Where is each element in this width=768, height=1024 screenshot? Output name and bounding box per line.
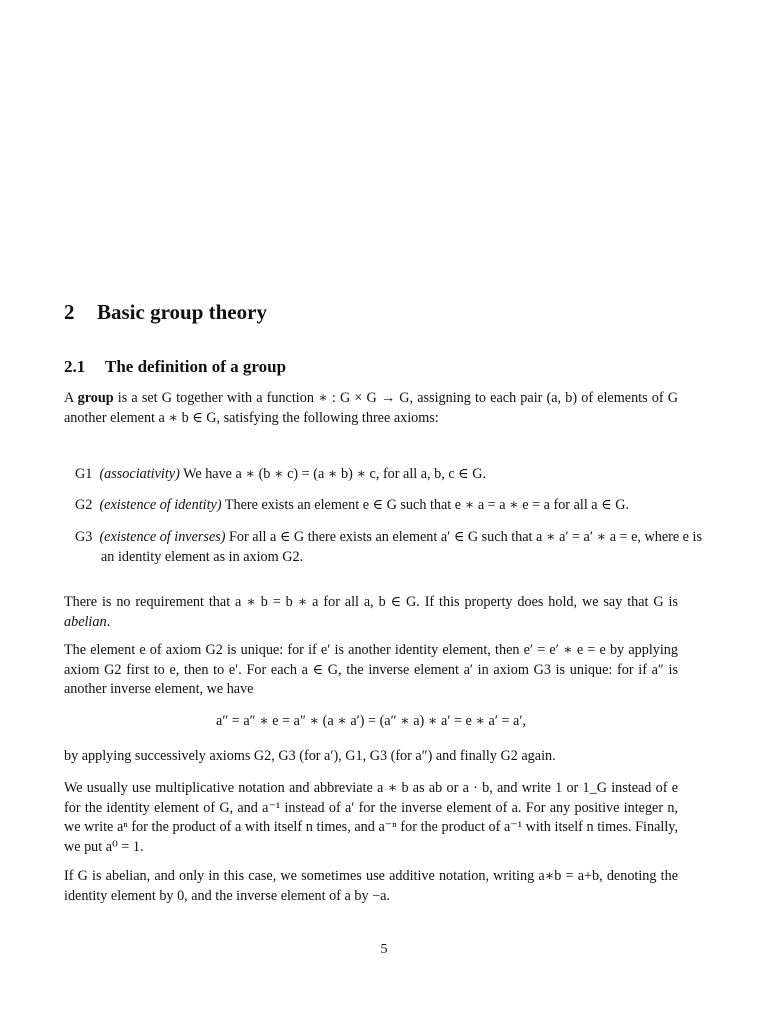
group-term: group [77,390,114,406]
axiom-g3 [75,528,704,567]
additive-notation-paragraph: If G is abelian, and only in this case, we sometimes use additive notation, writing a∗b = a+b, denoting the identity element by 0, and the inverse element of a by −a. [64,868,678,904]
section-number: 2 [64,300,75,324]
axiom-name: (existence of identity) [99,497,222,513]
axiom-label: G1 [75,466,93,482]
abelian-paragraph [64,593,678,632]
after-equation-paragraph: by applying successively axioms G2, G3 (for a′), G1, G3 (for a″) and finally G2 again. [64,748,556,764]
axiom-g2 [75,496,704,516]
axiom-name: (associativity) [99,466,180,482]
definition-text-before: A [64,390,78,406]
abelian-end: . [106,613,111,630]
notation-paragraph: We usually use multiplicative notation and abbreviate a ∗ b as ab or a · b, and write 1 or 1_G instead of e for the identity element of G, and a⁻¹ instead of a′ for the inverse element of a. For any positive integer n, we write aⁿ for the product of a with itself n times, and a⁻ⁿ for the product of a⁻¹ with itself n times. Finally, we put a⁰ = 1. [64,780,678,855]
axiom-text: For all a ∈ G there exists an element a′ ∈ G such that a ∗ a′ = a′ ∗ a = e, where e is an identity element as in axiom G2. [101,529,702,565]
axiom-name: (existence of inverses) [99,529,226,545]
group-definition-paragraph [64,389,678,428]
page-number: 5 [380,942,388,957]
axiom-label: G3 [75,529,93,545]
axiom-g1 [75,465,704,485]
definition-text-after: is a set G together with a function ∗ : G × G → G, assigning to each pair (a, b) of elements of G another element a ∗ b ∈ G, satisfying the following three axioms: [64,390,678,426]
abelian-text: There is no requirement that a ∗ b = b ∗ a for all a, b ∈ G. If this property does hold, we say that G is [64,594,678,610]
axiom-label: G2 [75,497,93,513]
axiom-text: We have a ∗ (b ∗ c) = (a ∗ b) ∗ c, for all a, b, c ∈ G. [179,466,487,482]
uniqueness-paragraph: The element e of axiom G2 is unique: for if e′ is another identity element, then e′ = e′ ∗ e = e by applying axiom G2 first to e, then to e′. For each a ∈ G, the inverse element a′ in axiom G3 is unique: for if a″ is another inverse element, we have [64,642,678,697]
section-heading [64,300,267,325]
display-equation: a″ = a″ ∗ e = a″ ∗ (a ∗ a′) = (a″ ∗ a) ∗ a′ = e ∗ a′ = a′, [216,713,526,729]
subsection-title: The definition of a group [105,357,287,376]
axiom-text: There exists an element e ∈ G such that e ∗ a = a ∗ e = a for all a ∈ G. [221,497,629,513]
subsection-number: 2.1 [64,357,86,376]
section-title: Basic group theory [97,300,267,324]
subsection-heading [64,357,286,377]
abelian-term: abelian [64,613,107,630]
